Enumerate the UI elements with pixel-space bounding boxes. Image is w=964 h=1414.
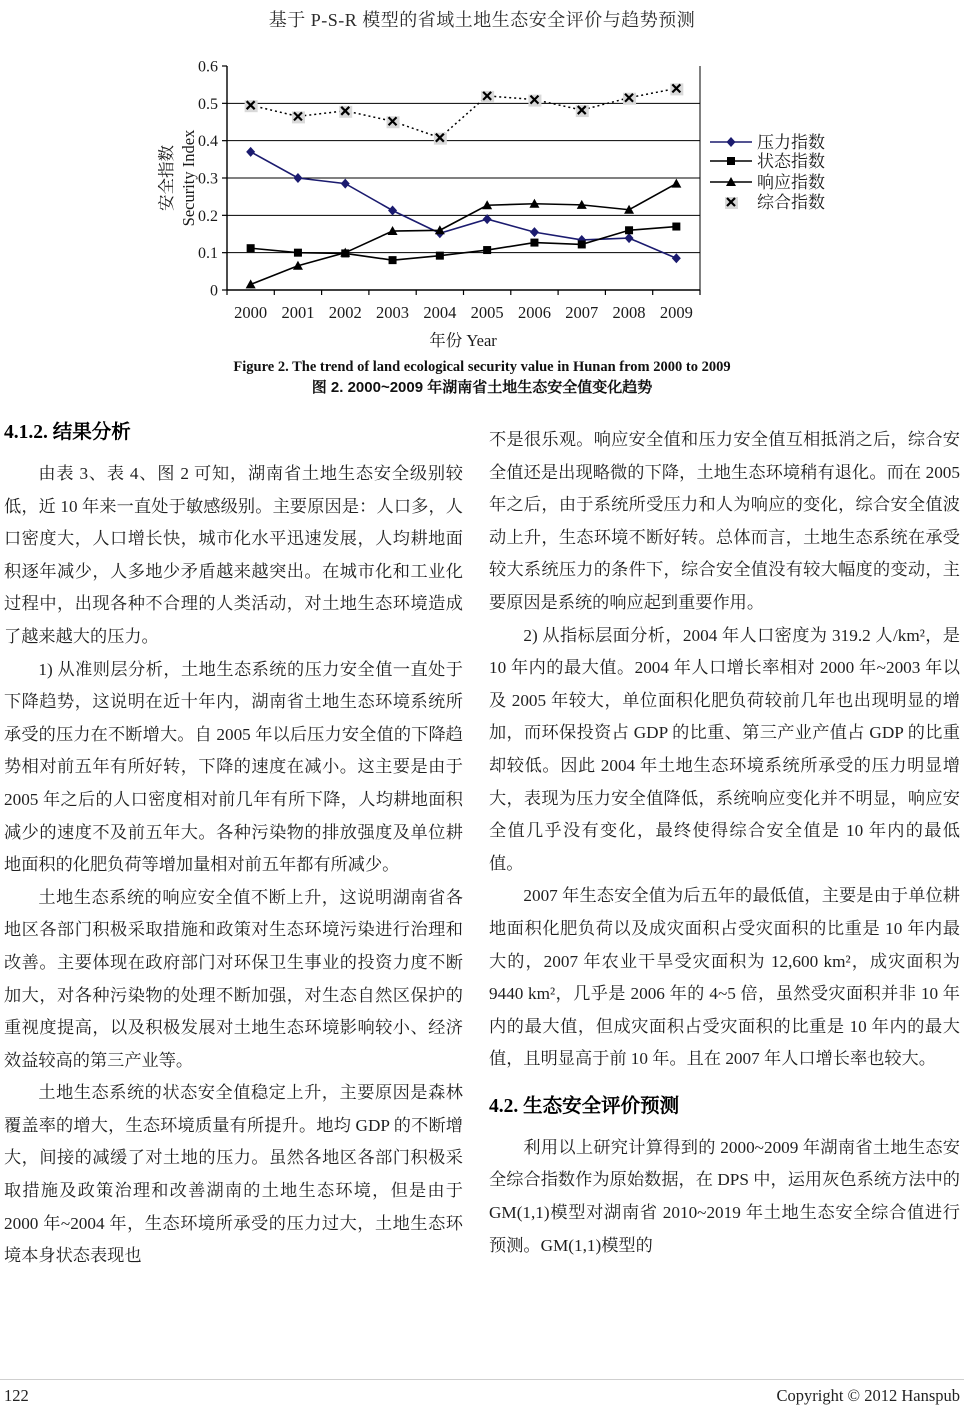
- marker-diamond: [625, 233, 634, 243]
- right-text-column: [489, 424, 960, 1262]
- legend-label: 综合指数: [757, 193, 825, 212]
- y-tick-label: 0.3: [198, 170, 218, 188]
- x-tick-label: 2001: [281, 303, 315, 322]
- marker-square: [483, 246, 491, 254]
- marker-square: [727, 157, 735, 165]
- y-tick-label: 0.5: [198, 95, 218, 113]
- line-chart-figure-2: [0, 52, 964, 357]
- marker-triangle: [671, 179, 681, 188]
- y-tick-label: 0.2: [198, 207, 218, 225]
- page-header-title: 基于 P-S-R 模型的省域土地生态安全评价与趋势预测: [268, 10, 696, 30]
- marker-diamond: [341, 179, 350, 189]
- paragraph: 不是很乐观。响应安全值和压力安全值互相抵消之后，综合安全值还是出现略微的下降，土地生态环境稍有退化。而在 2005 年之后，由于系统所受压力和人为响应的变化，综合安全值波动上升，生态环境不断好转。总体而言，土地生态系统在承受较大系统压力的条件下，综合安全值没有较大幅度的变动，主要原因是系统的响应起到重要作用。: [489, 430, 960, 612]
- footer-divider: [0, 1379, 964, 1380]
- series-line-响应指数: [251, 184, 677, 285]
- marker-square: [294, 249, 302, 257]
- marker-diamond: [727, 137, 736, 147]
- copyright-notice: Copyright © 2012 Hanspub: [776, 1386, 960, 1405]
- marker-diamond: [293, 173, 302, 183]
- section-heading: 4.2. 生态安全评价预测: [489, 1095, 680, 1117]
- paragraph: 1) 从准则层分析，土地生态系统的压力安全值一直处于下降趋势，这说明在近十年内，湖南省土地生态环境系统所承受的压力在不断增大。自 2005 年以后压力安全值的下降趋势相对前五年有所好转，下降的速度在减小。这主要是由于 2005 年之后的人口密度相对前几年有所下降，人均耕地面积减少的速度不及前五年大。各种污染物的排放强度及单位耕地面积的化肥负荷等增加量相对前五年都有所减少。: [4, 659, 463, 875]
- x-tick-label: 2000: [234, 303, 268, 322]
- x-tick-label: 2005: [470, 303, 504, 322]
- x-tick-label: 2002: [328, 303, 362, 322]
- series-line-状态指数: [251, 227, 677, 261]
- series-line-综合指数: [251, 88, 677, 137]
- figure-caption-en: Figure 2. The trend of land ecological security value in Hunan from 2000 to 2009: [233, 359, 731, 375]
- legend-label: 响应指数: [757, 173, 825, 192]
- x-tick-label: 2007: [565, 303, 599, 322]
- marker-diamond: [388, 205, 397, 215]
- legend-label: 状态指数: [757, 152, 825, 171]
- paragraph: 利用以上研究计算得到的 2000~2009 年湖南省土地生态安全综合指数作为原始数据，在 DPS 中，运用灰色系统方法中的 GM(1,1)模型对湖南省 2010~2019 年土地生态安全综合值进行预测。GM(1,1)模型的: [489, 1137, 960, 1255]
- marker-diamond: [672, 253, 681, 263]
- marker-square: [530, 239, 538, 247]
- paragraph: 2007 年生态安全值为后五年的最低值，主要是由于单位耕地面积化肥负荷以及成灾面积占受灾面积的比重是 10 年内最大的，2007 年农业干旱受灾面积为 12,600 km²，成灾面积为 9440 km²，几乎是 2006 年的 4~5 倍，虽然受灾面积并非 10 年内的最大值，但成灾面积占受灾面积的比重是 10 年内的最大值，且明显高于前 10 年。且在 2007 年人口增长率也较大。: [489, 886, 960, 1069]
- marker-square: [247, 244, 255, 252]
- figure-caption: [0, 357, 964, 398]
- y-tick-label: 0.6: [198, 58, 218, 76]
- paragraph: 土地生态系统的状态安全值稳定上升，主要原因是森林覆盖率的增大，生态环境质量有所提升。地均 GDP 的不断增大，间接的减缓了对土地的压力。虽然各地区各部门积极采取措施及政策治理和改善湖南的土地生态环境，但是由于 2000 年~2004 年，生态环境所承受的压力过大，土地生态环境本身状态表现也: [4, 1083, 463, 1266]
- chart-svg: [0, 52, 964, 357]
- marker-triangle: [246, 279, 256, 288]
- x-axis-title: 年份 Year: [429, 331, 497, 350]
- section-heading: 4.1.2. 结果分析: [4, 422, 131, 443]
- marker-diamond: [246, 147, 255, 157]
- figure-caption-zh: 图 2. 2000~2009 年湖南省土地生态安全值变化趋势: [311, 379, 653, 396]
- marker-square: [436, 252, 444, 260]
- y-axis-title-zh: 安全指数: [157, 145, 176, 211]
- left-text-column: [4, 420, 463, 1273]
- x-tick-label: 2004: [423, 303, 457, 322]
- marker-square: [389, 256, 397, 264]
- y-axis-title-en: Security Index: [179, 129, 198, 227]
- paragraph: 由表 3、表 4、图 2 可知，湖南省土地生态安全级别较低，近 10 年来一直处于敏感级别。主要原因是：人口多，人口密度大，人口增长快，城市化水平迅速发展，人均耕地面积逐年减少，人多地少矛盾越来越突出。在城市化和工业化过程中，出现各种不合理的人类活动，对土地生态环境造成了越来越大的压力。: [4, 464, 463, 646]
- paragraph: 土地生态系统的响应安全值不断上升，这说明湖南省各地区各部门积极采取措施和政策对生态环境污染进行治理和改善。主要体现在政府部门对环保卫生事业的投资力度不断加大，对各种污染物的处理不断加强，对生态自然区保护的重视度提高，以及积极发展对土地生态环境影响较小、经济效益较高的第三产业等。: [4, 887, 463, 1070]
- marker-square: [672, 223, 680, 231]
- y-tick-label: 0.4: [198, 133, 218, 151]
- series-line-压力指数: [251, 152, 677, 258]
- page-footer: [4, 1386, 960, 1406]
- x-tick-label: 2008: [612, 303, 646, 322]
- marker-diamond: [530, 227, 539, 237]
- x-tick-label: 2003: [376, 303, 410, 322]
- y-tick-label: 0.1: [198, 245, 218, 263]
- marker-square: [578, 240, 586, 248]
- page-number: 122: [4, 1386, 29, 1405]
- legend-label: 压力指数: [757, 133, 825, 152]
- marker-square: [625, 226, 633, 234]
- paragraph: 2) 从指标层面分析，2004 年人口密度为 319.2 人/km²，是 10 年内的最大值。2004 年人口增长率相对 2000 年~2003 年以及 2005 年较大，单位面积化肥负荷较前几年也出现明显的增加，而环保投资占 GDP 的比重、第三产业产值占 GDP 的比重却较低。因此 2004 年土地生态环境系统所承受的压力明显增大，表现为压力安全值降低，系统响应变化并不明显，响应安全值几乎没有变化，最终使得综合安全值是 10 年内的最低值。: [489, 625, 960, 873]
- y-tick-label: 0: [210, 282, 218, 300]
- x-tick-label: 2006: [517, 303, 551, 322]
- x-tick-label: 2009: [659, 303, 693, 322]
